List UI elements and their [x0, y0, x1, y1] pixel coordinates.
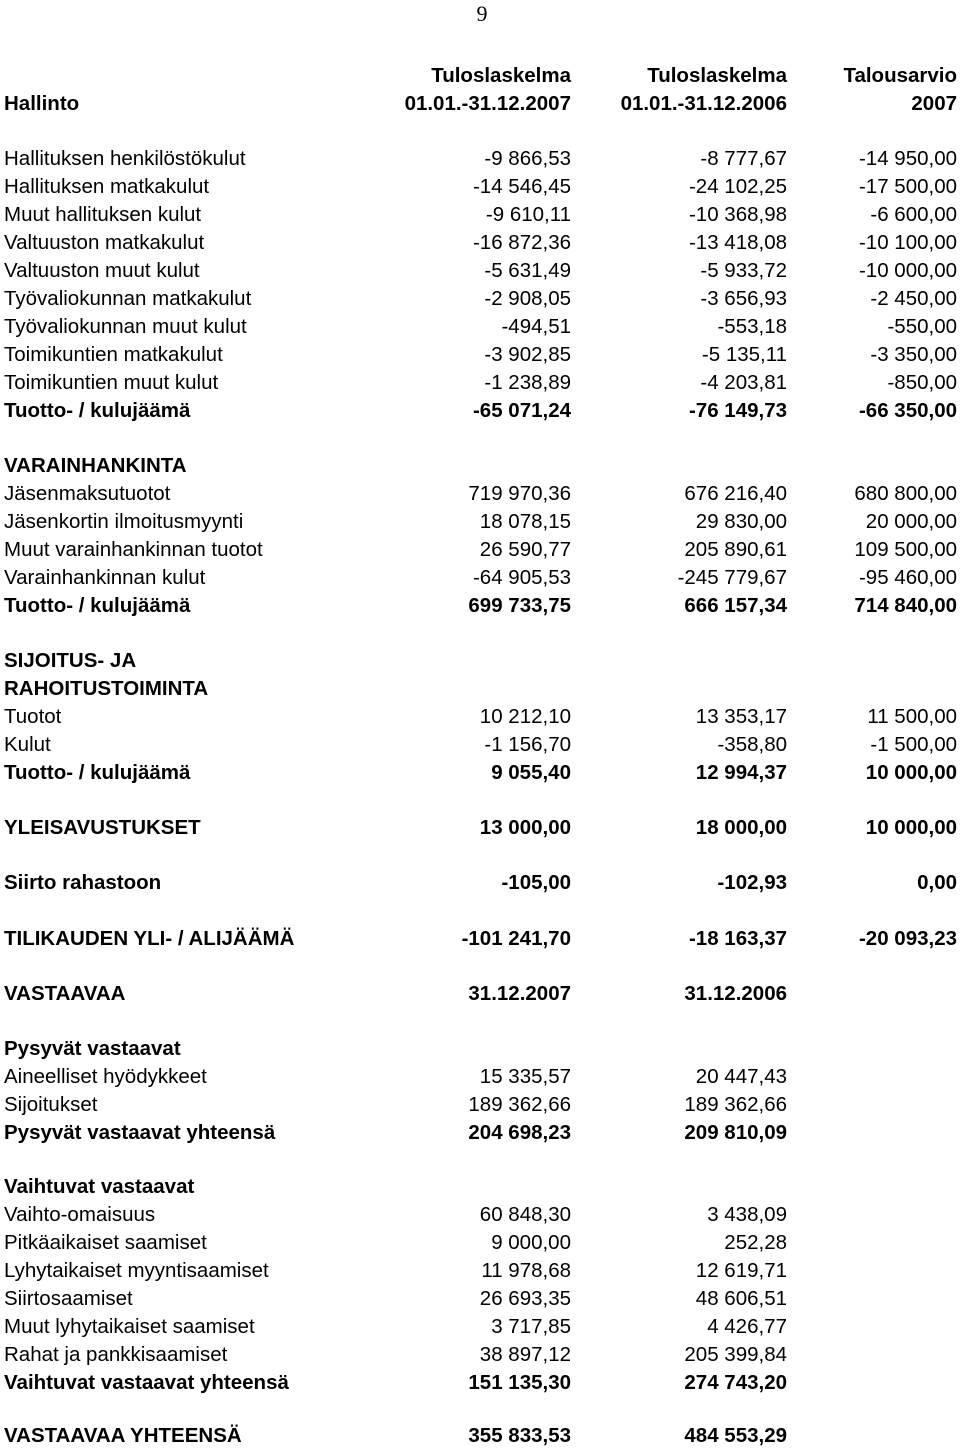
- row-label: Tuotto- / kulujäämä: [4, 594, 191, 617]
- row-value-2007: -16 872,36: [472, 231, 571, 254]
- row-label: Toimikuntien matkakulut: [4, 343, 223, 366]
- row-value-2006: -13 418,08: [688, 231, 787, 254]
- row-value-2006: 12 619,71: [695, 1259, 787, 1282]
- row-value-2006: 484 553,29: [684, 1424, 787, 1447]
- table-row: [0, 731, 960, 759]
- row-value-budget: -17 500,00: [858, 175, 957, 198]
- table-row: [0, 285, 960, 313]
- row-label: Jäsenmaksutuotot: [4, 482, 171, 505]
- row-label: Työvaliokunnan muut kulut: [4, 315, 247, 338]
- header-line-2: [0, 90, 960, 118]
- total-row-sijoitus: [0, 759, 960, 787]
- row-value-2006: 12 994,37: [695, 761, 787, 784]
- col3-title: Talousarvio: [843, 64, 957, 87]
- row-value-budget: 10 000,00: [865, 761, 957, 784]
- row-value-2007: -65 071,24: [472, 399, 571, 422]
- header-line-1: [0, 62, 960, 90]
- total-row-varainhankinta: [0, 592, 960, 620]
- row-label: Muut hallituksen kulut: [4, 203, 202, 226]
- row-value-2006: 205 890,61: [684, 538, 787, 561]
- row-value-2006: -8 777,67: [700, 147, 787, 170]
- section-title-sijoitus-line2: RAHOITUSTOIMINTA: [4, 677, 209, 700]
- row-value-2006: -76 149,73: [688, 399, 787, 422]
- row-label: Kulut: [4, 733, 51, 756]
- row-label: VASTAAVAA YHTEENSÄ: [4, 1424, 242, 1447]
- row-value-budget: 10 000,00: [865, 816, 957, 839]
- tilikauden-tulos-row: [0, 925, 960, 953]
- row-value-2006: -4 203,81: [700, 371, 787, 394]
- section-heading: [0, 1173, 960, 1201]
- row-label: Valtuuston muut kulut: [4, 259, 200, 282]
- col3-period: 2007: [911, 92, 957, 115]
- section-heading: [0, 647, 960, 675]
- row-value-2006: 13 353,17: [695, 705, 787, 728]
- row-value-2006: 20 447,43: [695, 1065, 787, 1088]
- row-value-2007: 9 000,00: [491, 1231, 571, 1254]
- row-value-2007: 11 978,68: [481, 1259, 571, 1282]
- total-row-pysyvat: [0, 1119, 960, 1147]
- row-value-2007: 699 733,75: [468, 594, 571, 617]
- row-label: Vaihtuvat vastaavat yhteensä: [4, 1371, 289, 1394]
- row-label: TILIKAUDEN YLI- / ALIJÄÄMÄ: [4, 927, 295, 950]
- table-row: [0, 229, 960, 257]
- row-value-2007: 26 590,77: [479, 538, 571, 561]
- row-label: Sijoitukset: [4, 1093, 98, 1116]
- row-value-2006: -24 102,25: [688, 175, 787, 198]
- row-label: Tuotto- / kulujäämä: [4, 399, 191, 422]
- row-label: Lyhytaikaiset myyntisaamiset: [4, 1259, 269, 1282]
- row-label: Valtuuston matkakulut: [4, 231, 205, 254]
- row-value-2006: -18 163,37: [688, 927, 787, 950]
- row-value-2007: -9 866,53: [484, 147, 571, 170]
- row-value-2007: 15 335,57: [479, 1065, 571, 1088]
- row-value-2007: -5 631,49: [484, 259, 571, 282]
- row-value-2007: 10 212,10: [479, 705, 571, 728]
- row-value-2006: 18 000,00: [695, 816, 787, 839]
- row-label: Jäsenkortin ilmoitusmyynti: [4, 510, 244, 533]
- row-value-2006: -553,18: [717, 315, 787, 338]
- row-value-2006: -10 368,98: [688, 203, 787, 226]
- total-row-vaihtuvat: [0, 1369, 960, 1397]
- row-value-budget: -10 100,00: [858, 231, 957, 254]
- row-value-2006: 29 830,00: [695, 510, 787, 533]
- section-title-pysyvat: Pysyvät vastaavat: [4, 1037, 181, 1060]
- row-value-budget: 680 800,00: [854, 482, 957, 505]
- row-value-2007: -1 156,70: [484, 733, 571, 756]
- row-value-budget: -10 000,00: [858, 259, 957, 282]
- section-title-sijoitus-line1: SIJOITUS- JA: [4, 649, 137, 672]
- table-row: [0, 564, 960, 592]
- vastaavaa-header: [0, 980, 960, 1008]
- row-value-2006: 205 399,84: [684, 1343, 787, 1366]
- row-label: Tuotot: [4, 705, 62, 728]
- date-2007: 31.12.2007: [468, 982, 571, 1005]
- row-value-budget: -2 450,00: [870, 287, 957, 310]
- col2-title: Tuloslaskelma: [647, 64, 787, 87]
- siirto-rahastoon-row: [0, 869, 960, 897]
- table-row: [0, 1229, 960, 1257]
- table-row: [0, 536, 960, 564]
- yleisavustukset-row: [0, 814, 960, 842]
- table-row: [0, 480, 960, 508]
- section-title-varainhankinta: VARAINHANKINTA: [4, 454, 187, 477]
- table-row: [0, 369, 960, 397]
- row-value-2007: 60 848,30: [479, 1203, 571, 1226]
- table-row: [0, 341, 960, 369]
- row-label: Rahat ja pankkisaamiset: [4, 1343, 228, 1366]
- row-label: YLEISAVUSTUKSET: [4, 816, 201, 839]
- table-row: [0, 201, 960, 229]
- row-value-2006: 4 426,77: [707, 1315, 787, 1338]
- section-heading: [0, 452, 960, 480]
- table-row: [0, 1313, 960, 1341]
- section-title-vaihtuvat: Vaihtuvat vastaavat: [4, 1175, 195, 1198]
- section-heading: [0, 675, 960, 703]
- row-value-budget: -20 093,23: [858, 927, 957, 950]
- row-label: Pitkäaikaiset saamiset: [4, 1231, 207, 1254]
- table-row: [0, 1341, 960, 1369]
- row-value-2007: -3 902,85: [484, 343, 571, 366]
- row-label: Varainhankinnan kulut: [4, 566, 206, 589]
- row-label: Siirtosaamiset: [4, 1287, 133, 1310]
- page-number: 9: [476, 1, 488, 26]
- row-value-budget: -1 500,00: [870, 733, 957, 756]
- row-label: Muut lyhytaikaiset saamiset: [4, 1315, 255, 1338]
- row-value-2007: 18 078,15: [479, 510, 571, 533]
- row-value-2006: -5 933,72: [700, 259, 787, 282]
- row-value-budget: -550,00: [887, 315, 957, 338]
- row-value-budget: 20 000,00: [865, 510, 957, 533]
- table-row: [0, 257, 960, 285]
- row-value-budget: -6 600,00: [870, 203, 957, 226]
- row-value-2006: -3 656,93: [700, 287, 787, 310]
- row-label: Hallituksen henkilöstökulut: [4, 147, 246, 170]
- row-label: Muut varainhankinnan tuotot: [4, 538, 263, 561]
- row-value-2007: -14 546,45: [472, 175, 571, 198]
- row-value-budget: -14 950,00: [858, 147, 957, 170]
- row-label: Siirto rahastoon: [4, 871, 162, 894]
- row-value-2006: -245 779,67: [677, 566, 787, 589]
- table-row: [0, 703, 960, 731]
- row-value-budget: 714 840,00: [854, 594, 957, 617]
- row-value-budget: -66 350,00: [858, 399, 957, 422]
- row-value-2007: -105,00: [501, 871, 571, 894]
- row-value-budget: -3 350,00: [870, 343, 957, 366]
- row-label: Pysyvät vastaavat yhteensä: [4, 1121, 276, 1144]
- row-value-2007: 355 833,53: [468, 1424, 571, 1447]
- row-label: Aineelliset hyödykkeet: [4, 1065, 207, 1088]
- table-row: [0, 508, 960, 536]
- total-row-vastaavaa: [0, 1422, 960, 1450]
- col2-period: 01.01.-31.12.2006: [620, 92, 787, 115]
- row-value-2006: -102,93: [717, 871, 787, 894]
- table-row: [0, 1201, 960, 1229]
- row-value-2007: 189 362,66: [468, 1093, 571, 1116]
- row-value-2007: 3 717,85: [491, 1315, 571, 1338]
- row-value-2007: 9 055,40: [491, 761, 571, 784]
- table-row: [0, 173, 960, 201]
- table-row: [0, 1285, 960, 1313]
- row-value-2007: 151 135,30: [468, 1371, 571, 1394]
- row-value-2007: -9 610,11: [485, 203, 571, 226]
- row-value-2007: 204 698,23: [468, 1121, 571, 1144]
- table-row: [0, 1091, 960, 1119]
- date-2006: 31.12.2006: [684, 982, 787, 1005]
- section-heading: [0, 1035, 960, 1063]
- row-value-2006: -5 135,11: [701, 343, 787, 366]
- row-value-2006: 252,28: [724, 1231, 787, 1254]
- row-value-budget: -95 460,00: [858, 566, 957, 589]
- row-value-2006: 3 438,09: [707, 1203, 787, 1226]
- row-value-2006: 48 606,51: [695, 1287, 787, 1310]
- row-label: Hallituksen matkakulut: [4, 175, 210, 198]
- table-row: [0, 313, 960, 341]
- col1-title: Tuloslaskelma: [431, 64, 571, 87]
- row-value-budget: 11 500,00: [867, 705, 957, 728]
- row-value-2006: -358,80: [717, 733, 787, 756]
- row-value-budget: 0,00: [917, 871, 957, 894]
- row-value-2006: 189 362,66: [684, 1093, 787, 1116]
- row-value-budget: 109 500,00: [854, 538, 957, 561]
- row-value-2007: -494,51: [501, 315, 571, 338]
- row-label: Tuotto- / kulujäämä: [4, 761, 191, 784]
- row-label: Työvaliokunnan matkakulut: [4, 287, 252, 310]
- row-label: Vaihto-omaisuus: [4, 1203, 156, 1226]
- col1-period: 01.01.-31.12.2007: [404, 92, 571, 115]
- row-value-2007: -64 905,53: [472, 566, 571, 589]
- row-value-2007: 38 897,12: [479, 1343, 571, 1366]
- table-row: [0, 1257, 960, 1285]
- table-row: [0, 1063, 960, 1091]
- row-label: Toimikuntien muut kulut: [4, 371, 219, 394]
- row-value-2007: -2 908,05: [484, 287, 571, 310]
- row-value-2007: 13 000,00: [479, 816, 571, 839]
- row-value-2006: 209 810,09: [684, 1121, 787, 1144]
- row-value-2006: 666 157,34: [684, 594, 787, 617]
- row-value-budget: -850,00: [887, 371, 957, 394]
- row-value-2007: -101 241,70: [461, 927, 571, 950]
- row-value-2007: 26 693,35: [479, 1287, 571, 1310]
- section-title-hallinto: Hallinto: [4, 92, 80, 115]
- total-row-hallinto: [0, 397, 960, 425]
- row-value-2006: 676 216,40: [684, 482, 787, 505]
- row-value-2007: -1 238,89: [484, 371, 571, 394]
- row-value-2006: 274 743,20: [684, 1371, 787, 1394]
- row-value-2007: 719 970,36: [468, 482, 571, 505]
- table-row: [0, 145, 960, 173]
- section-title-vastaavaa: VASTAAVAA: [4, 982, 126, 1005]
